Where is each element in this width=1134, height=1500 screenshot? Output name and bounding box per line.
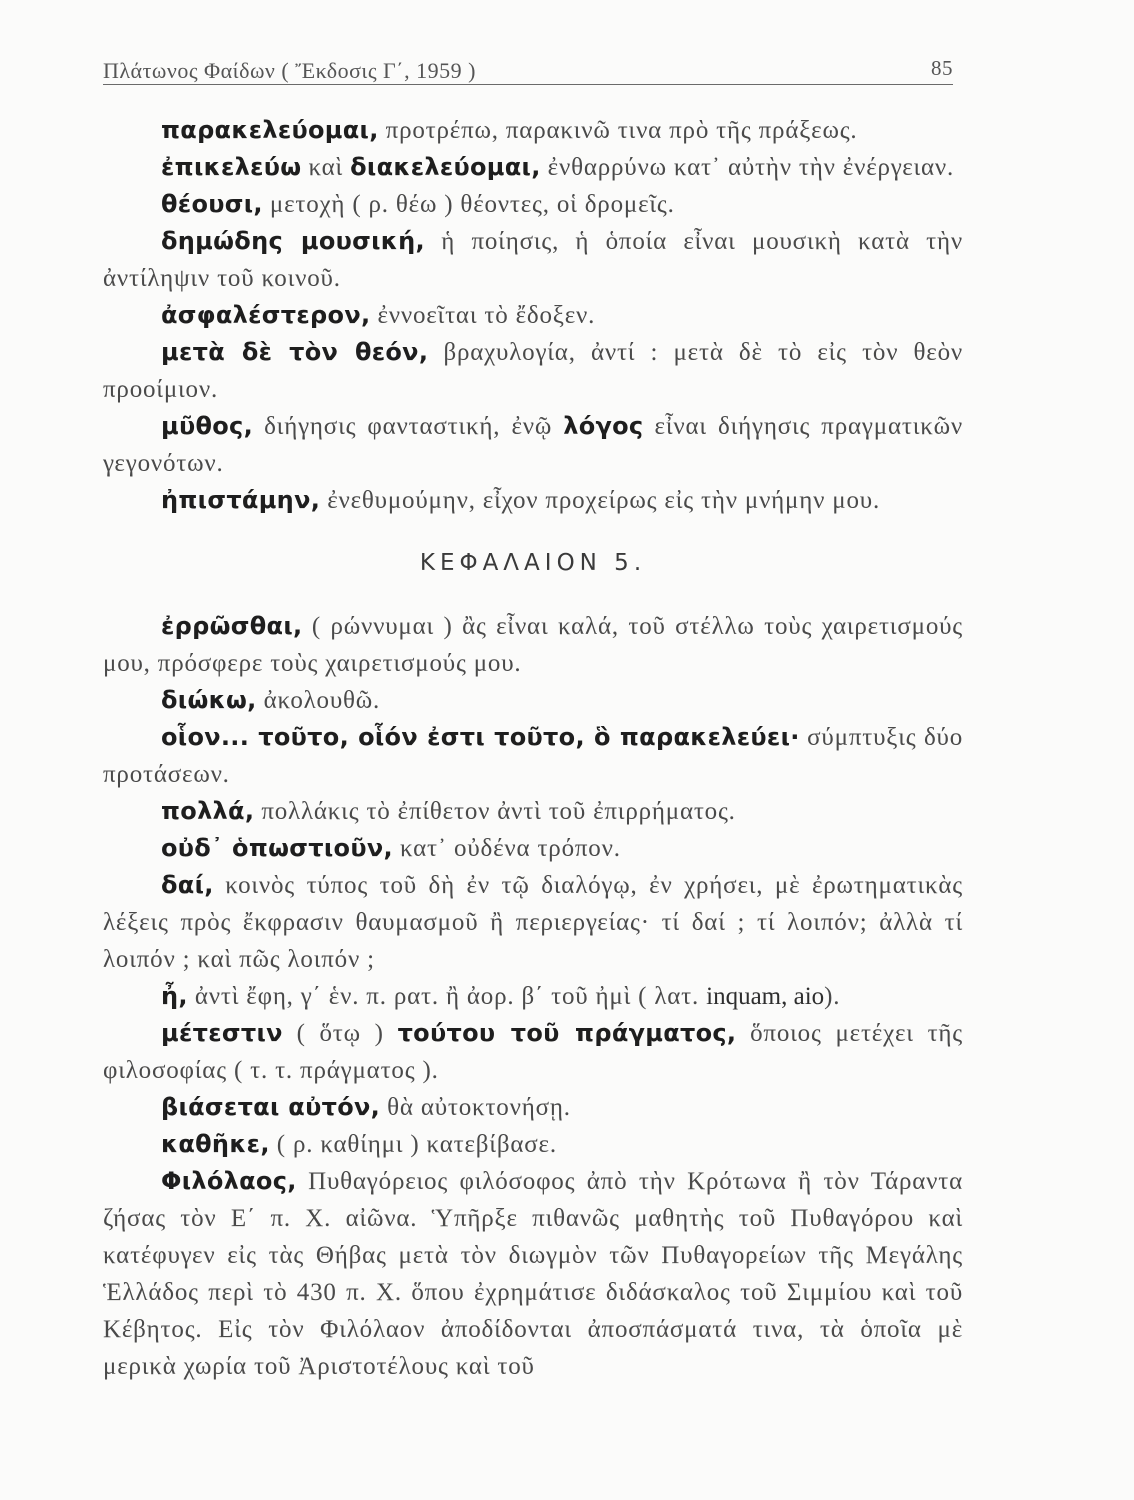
- entry-lemma: ἐρρῶσθαι,: [161, 612, 303, 640]
- glossary-entry: [103, 186, 963, 223]
- entry-gloss: εἶναι διήγησις πραγματικῶν γεγονότων.: [103, 413, 963, 477]
- glossary-entry: [103, 1015, 963, 1089]
- entry-lemma: λόγος: [563, 412, 644, 440]
- entry-lemma: βιάσεται αὐτόν,: [161, 1093, 381, 1121]
- header-rule: [103, 84, 953, 85]
- glossary-entry: [103, 608, 963, 682]
- glossary-entry: [103, 223, 963, 297]
- entry-lemma: μέτεστιν: [161, 1019, 283, 1047]
- book-title: Πλάτωνος Φαίδων ( Ἔκδοσις Γ΄, 1959 ): [103, 58, 476, 83]
- glossary-entry: [103, 1089, 963, 1126]
- entry-gloss: ἐνθαρρύνω κατ᾽ αὐτὴν τὴν ἐνέργειαν.: [540, 154, 955, 181]
- entry-gloss: ἀκολουθῶ.: [256, 687, 381, 714]
- glossary-entry: [103, 408, 963, 482]
- entry-lemma: διώκω,: [161, 686, 257, 714]
- glossary-entry: [103, 482, 963, 519]
- entry-connector: καὶ: [301, 154, 351, 181]
- entry-lemma: μῦθος,: [161, 412, 253, 440]
- entry-lemma: παρακελεύομαι,: [161, 116, 379, 144]
- entry-gloss: ἐνεθυμούμην, εἶχον προχείρως εἰς τὴν μνήμην μου.: [320, 487, 881, 514]
- glossary-entry: [103, 719, 963, 793]
- entry-gloss: ὅποιος μετέχει τῆς φιλοσοφίας ( τ. τ. πράγματος ).: [103, 1020, 964, 1084]
- entry-lemma: διακελεύομαι,: [350, 153, 541, 181]
- entry-gloss: ( ρώννυμαι ) ἂς εἶναι καλά, τοῦ στέλλω τοὺς χαιρετισμούς μου, πρόσφερε τοὺς χαιρετισμούς μου.: [103, 613, 963, 677]
- entry-gloss: βραχυλογία, ἀντί : μετὰ δὲ τὸ εἰς τὸν θεὸν προοίμιον.: [103, 339, 963, 403]
- entry-lemma: μετὰ δὲ τὸν θεόν,: [161, 338, 429, 366]
- entry-gloss: κατ᾽ οὐδένα τρόπον.: [392, 835, 621, 862]
- glossary-content: [103, 112, 963, 1385]
- entry-gloss: ( ρ. καθίημι ) κατεβίβασε.: [269, 1131, 557, 1158]
- chapter-heading: ΚΕΦΑΛΑΙΟΝ 5.: [419, 550, 647, 576]
- entry-lemma: ἀσφαλέστερον,: [161, 301, 371, 329]
- glossary-entry: [103, 867, 963, 978]
- entry-gloss: σύμπτυξις δύο προτάσεων.: [103, 724, 964, 788]
- entry-lemma: καθῆκε,: [161, 1130, 270, 1158]
- entry-gloss: προτρέπω, παρακινῶ τινα πρὸ τῆς πράξεως.: [378, 117, 858, 144]
- glossary-entry: [103, 830, 963, 867]
- latin-gloss: inquam, aio: [706, 983, 825, 1010]
- entry-lemma: ἦ,: [161, 982, 188, 1010]
- glossary-entry: [103, 793, 963, 830]
- entry-lemma: πολλά,: [161, 797, 255, 825]
- entry-gloss: ).: [824, 983, 841, 1010]
- entry-gloss: ( ὅτῳ ): [282, 1020, 398, 1047]
- page-number: 85: [931, 56, 953, 80]
- glossary-entry: [103, 334, 963, 408]
- glossary-entry: [103, 297, 963, 334]
- entry-gloss: κοινὸς τύπος τοῦ δὴ ἐν τῷ διαλόγῳ, ἐν χρήσει, μὲ ἐρωτηματικὰς λέξεις πρὸς ἔκφρασιν θαυμασμοῦ ἢ περιεργείας· τί δαί ; τί λοιπόν; ἀλλὰ τί λοιπόν ; καὶ πῶς λοιπόν ;: [103, 872, 963, 973]
- entry-gloss: Πυθαγόρειος φιλόσοφος ἀπὸ τὴν Κρότωνα ἢ τὸν Τάραντα ζήσας τὸν Ε΄ π. Χ. αἰῶνα. Ὑπῆρξε πιθανῶς μαθητὴς τοῦ Πυθαγόρου καὶ κατέφυγεν εἰς τὰς Θήβας μετὰ τὸν διωγμὸν τῶν Πυθαγορείων τῆς Μεγάλης Ἑλλάδος περὶ τὸ 430 π. Χ. ὅπου ἐχρημάτισε διδάσκαλος τοῦ Σιμμίου καὶ τοῦ Κέβητος. Εἰς τὸν Φιλόλαον ἀποδίδονται ἀποσπάσματά τινα, τὰ ὁποῖα μὲ μερικὰ χωρία τοῦ Ἀριστοτέλους καὶ τοῦ: [103, 1168, 963, 1380]
- entry-gloss: μετοχὴ ( ρ. θέω ) θέοντες, οἱ δρομεῖς.: [262, 191, 675, 218]
- entry-lemma: τούτου τοῦ πράγματος,: [397, 1019, 737, 1047]
- glossary-entry: [103, 149, 963, 186]
- entry-gloss: ἀντὶ ἔφη, γ΄ ἑν. π. ρατ. ἢ ἀορ. β΄ τοῦ ἠμὶ ( λατ.: [187, 983, 707, 1010]
- glossary-entry: [103, 1163, 963, 1385]
- entry-lemma: δαί,: [161, 871, 214, 899]
- entry-lemma: οἷον... τοῦτο, οἷόν ἐστι τοῦτο, ὃ παρακελεύει·: [161, 723, 800, 751]
- glossary-entry: [103, 978, 963, 1015]
- glossary-entry: [103, 682, 963, 719]
- glossary-entry: [103, 1126, 963, 1163]
- entry-lemma: δημώδης μουσική,: [161, 227, 425, 255]
- entry-gloss: ἐννοεῖται τὸ ἔδοξεν.: [370, 302, 596, 329]
- entry-lemma: ἠπιστάμην,: [161, 486, 321, 514]
- entry-lemma: οὐδ᾽ ὁπωστιοῦν,: [161, 834, 393, 862]
- entry-gloss: ἡ ποίησις, ἡ ὁποία εἶναι μουσικὴ κατὰ τὴν ἀντίληψιν τοῦ κοινοῦ.: [103, 228, 964, 292]
- entry-lemma: ἐπικελεύω: [161, 153, 302, 181]
- entry-gloss: πολλάκις τὸ ἐπίθετον ἀντὶ τοῦ ἐπιρρήματος.: [254, 798, 736, 825]
- entry-gloss: διήγησις φανταστική, ἐνῷ: [253, 413, 564, 440]
- entry-lemma: θέουσι,: [161, 190, 263, 218]
- entry-gloss: θὰ αὐτοκτονήσῃ.: [380, 1094, 571, 1121]
- entry-lemma: Φιλόλαος,: [161, 1167, 297, 1195]
- glossary-entry: [103, 112, 963, 149]
